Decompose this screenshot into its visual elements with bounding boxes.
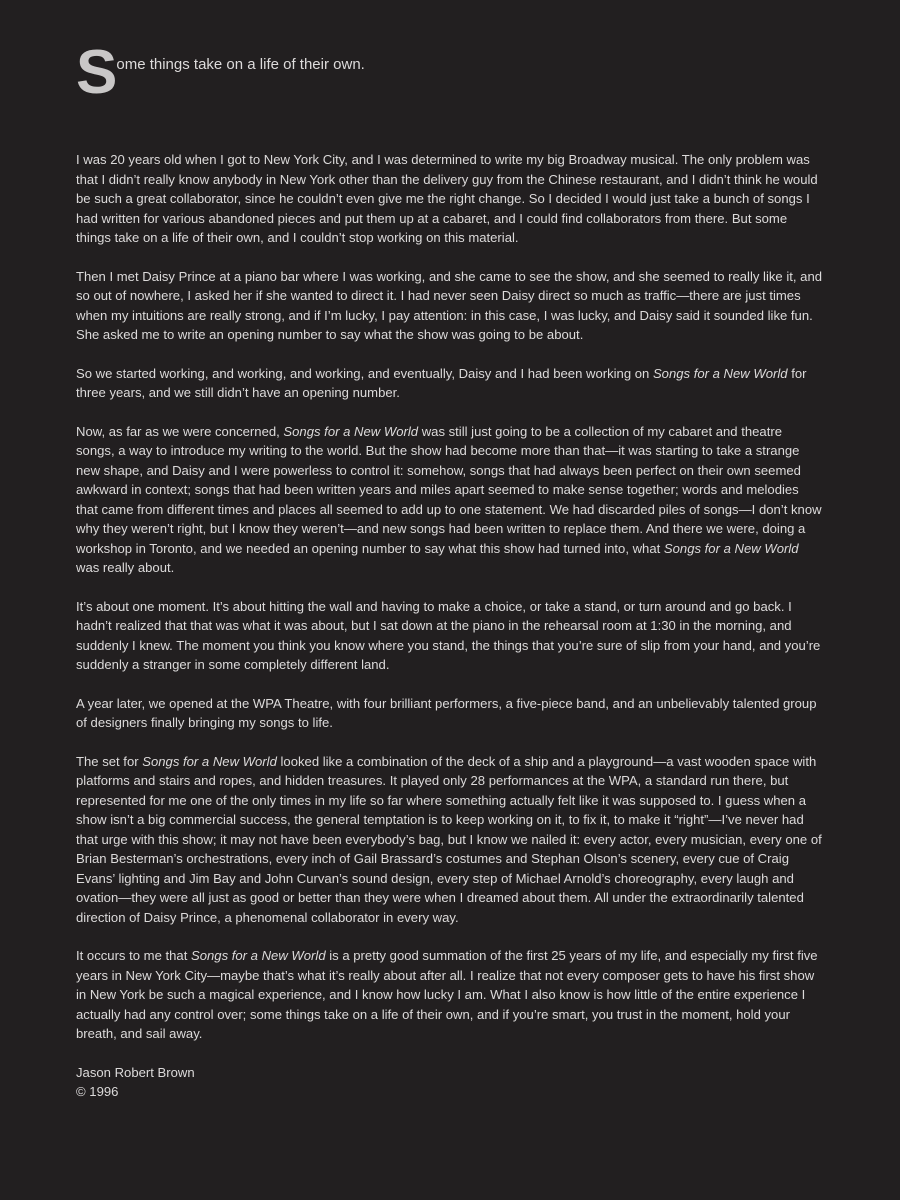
text-run: was still just going to be a collection of my cabaret and theatre songs, a way to introduce my writing to the world. But the show had become more than that—it was starting to take a strange new shape, and Daisy and I were powerless to control it: somehow, songs that had always been perfect on their own seemed awkward in context; songs that had been written years and miles apart seemed to make sense together; words and melodies that came from different times and places all seemed to add up to one statement. We had discarded piles of songs—I don’t know why they weren’t right, but I know they weren’t—and new songs had been written to replace them. And there we were, doing a workshop in Toronto, and we needed an opening number to say what this show had turned into, what: [76, 423, 822, 556]
paragraph: [76, 267, 824, 345]
paragraph: [76, 150, 824, 248]
text-run: So we started working, and working, and working, and eventually, Daisy and I had been working on: [76, 365, 653, 381]
text-run: A year later, we opened at the WPA Theatre, with four brilliant performers, a five-piece band, and an unbelievably talented group of designers finally bringing my songs to life.: [76, 695, 817, 730]
paragraph: [76, 946, 824, 1044]
text-run: Then I met Daisy Prince at a piano bar where I was working, and she came to see the show, and she seemed to really like it, and so out of nowhere, I asked her if she wanted to direct it. I had never seen Daisy direct so much as traffic—there are just times when my intuitions are really strong, and if I’m lucky, I pay attention: in this case, I was lucky, and Daisy said it sounded like fun. She asked me to write an opening number to say what the show was going to be about.: [76, 268, 823, 342]
text-run: Now, as far as we were concerned,: [76, 423, 284, 439]
text-run: It occurs to me that: [76, 948, 191, 963]
text-run: I was 20 years old when I got to New York City, and I was determined to write my big Broadway musical. The only problem was that I didn’t really know anybody in New York other than the delivery guy from the Chinese restaurant, and I didn’t think he would be such a great collaborator, since he couldn’t even give me the right change. So I decided I would just take a bunch of songs I had written for various abandoned pieces and put them up at a cabaret, and I could find collaborators from there. But some things take on a life of their own, and I couldn’t stop working on this material.: [76, 152, 818, 245]
paragraph: [76, 752, 824, 928]
title-italic: Songs for a New World: [663, 540, 799, 556]
copyright-line: © 1996: [76, 1084, 119, 1099]
text-run: is a pretty good summation of the first 25 years of my life, and especially my first five years in New York City—maybe that’s what it’s really about after all. I realize that not every composer gets to have his first show in New York be such a magical experience, and I know how lucky I am. What I also know is how little of the entire experience I actually had any control over; some things take on a life of their own, and if you’re smart, you trust in the moment, hold your breath, and sail away.: [76, 948, 818, 1041]
author-name: Jason Robert Brown: [76, 1064, 195, 1080]
paragraph: [76, 422, 824, 578]
title-italic: Songs for a New World: [652, 365, 788, 381]
paragraph: [76, 364, 824, 403]
signature-block: [76, 1063, 824, 1102]
text-run: was really about.: [76, 560, 175, 575]
drop-cap: S: [76, 38, 117, 107]
title-italic: Songs for a New World: [142, 753, 277, 769]
text-run: It’s about one moment. It’s about hitting the wall and having to make a choice, or take a stand, or turn around and go back. I hadn’t realized that that was what it was about, but I sat down at the piano in the rehearsal room at 1:30 in the morning, and suddenly I knew. The moment you think you know where you stand, the things that you’re sure of slip from your hand, and you’re suddenly a stranger in some completely different land.: [76, 598, 821, 672]
headline: [76, 38, 824, 107]
headline-text: ome things take on a life of their own.: [116, 56, 365, 73]
title-italic: Songs for a New World: [190, 948, 326, 963]
title-italic: Songs for a New World: [283, 423, 419, 439]
text-run: for three years, and we still didn’t have an opening number.: [76, 365, 807, 400]
text-run: The set for: [76, 753, 143, 769]
paragraph: [76, 694, 824, 733]
paragraph: [76, 597, 824, 675]
text-run: looked like a combination of the deck of a ship and a playground—a vast wooden space with platforms and stairs and ropes, and hidden treasures. It played only 28 performances at the WPA, a standard run there, but represented for me one of the only times in my life so far where something actually felt like it was supposed to. I guess when a show isn’t a big commercial success, the general temptation is to keep working on it, to fix it, to make it “right”—I’ve never had that urge with this show; it may not have been everybody’s bag, but I know we nailed it: every actor, every musician, every one of Brian Besterman’s orchestrations, every inch of Gail Brassard’s costumes and Stephan Olson’s scenery, every cue of Craig Evans’ lighting and Jim Bay and John Curvan’s sound design, every step of Michael Arnold’s choreography, every laugh and ovation—they were all just as good or better than they were when I dreamed about them. All under the extraordinarily talented direction of Daisy Prince, a phenomenal collaborator in every way.: [76, 753, 822, 925]
essay-body: [76, 150, 824, 1044]
